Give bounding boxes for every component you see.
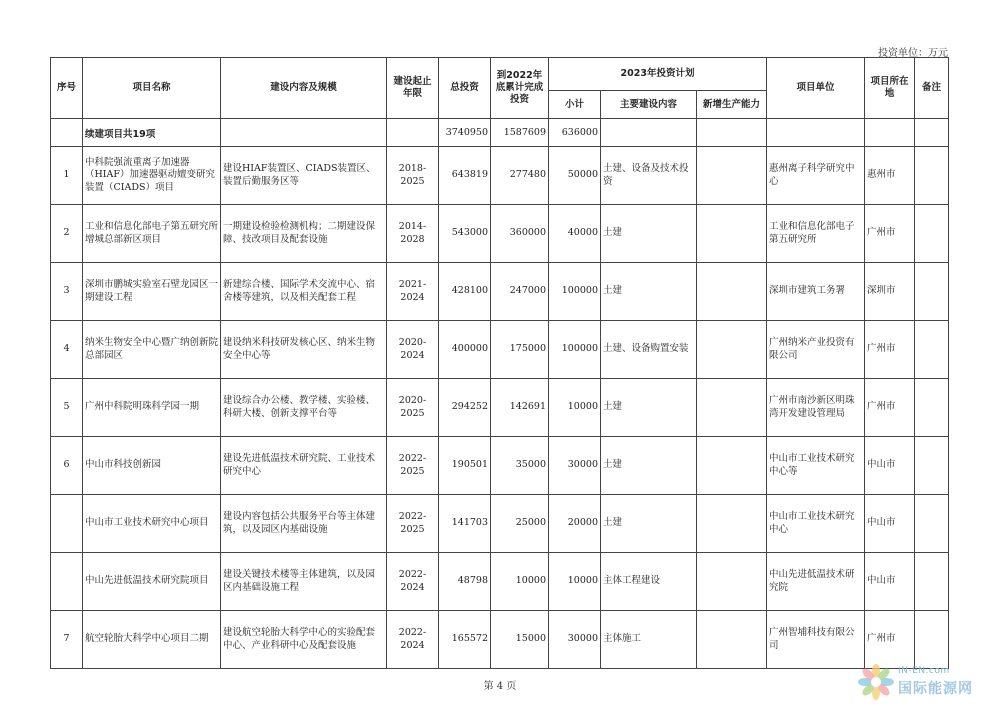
row-plan-subtotal: 40000 [549,205,601,263]
row-location: 广州市 [865,611,915,669]
row-plan-subtotal: 100000 [549,321,601,379]
subtotal-cumulative: 1587609 [491,119,549,147]
row-project-unit: 广州智埔科技有限公司 [767,611,865,669]
row-cumulative-investment: 25000 [491,495,549,553]
header-unit: 项目单位 [767,58,865,119]
subtotal-total: 3740950 [439,119,491,147]
header-plan-group: 2023年投资计划 [549,58,767,91]
row-remark [915,379,949,437]
row-plan-subtotal: 30000 [549,611,601,669]
watermark-logo [858,660,998,704]
row-main-content: 土建 [601,205,697,263]
row-construction-content: 建设综合办公楼、教学楼、实验楼、科研大楼、创新支撑平台等 [221,379,387,437]
header-row-1 [51,58,949,91]
row-location: 广州市 [865,205,915,263]
row-period: 2022-2025 [387,495,439,553]
header-period: 建设起止年限 [387,58,439,119]
row-project-name: 中山先进低温技术研究院项目 [83,553,221,611]
row-main-content: 土建、设备购置安装 [601,321,697,379]
row-plan-subtotal: 10000 [549,379,601,437]
row-remark [915,147,949,205]
row-location: 中山市 [865,553,915,611]
row-period: 2021-2024 [387,263,439,321]
row-remark [915,495,949,553]
row-construction-content: 建设纳米科技研发核心区、纳米生物安全中心等 [221,321,387,379]
row-location: 中山市 [865,437,915,495]
row-plan-subtotal: 30000 [549,437,601,495]
header-name: 项目名称 [83,58,221,119]
row-period: 2020-2024 [387,321,439,379]
row-total-investment: 428100 [439,263,491,321]
row-location: 惠州市 [865,147,915,205]
row-main-content: 土建 [601,495,697,553]
row-plan-subtotal: 10000 [549,553,601,611]
row-remark [915,263,949,321]
row-period: 2022-2024 [387,553,439,611]
row-project-unit: 惠州离子科学研究中心 [767,147,865,205]
row-project-name: 工业和信息化部电子第五研究所增城总部新区项目 [83,205,221,263]
row-seq [51,553,83,611]
row-project-name: 中山市工业技术研究中心项目 [83,495,221,553]
header-seq: 序号 [51,58,83,119]
row-new-capacity [697,437,767,495]
row-construction-content: 建设航空轮胎大科学中心的实验配套中心、产业科研中心及配套设施 [221,611,387,669]
subtotal-row [51,119,949,147]
row-main-content: 土建、设备及技术投资 [601,147,697,205]
row-cumulative-investment: 15000 [491,611,549,669]
row-cumulative-investment: 175000 [491,321,549,379]
subtotal-label: 续建项目共19项 [83,119,221,147]
row-total-investment: 294252 [439,379,491,437]
row-construction-content: 一期建设检验检测机构；二期建设保障、技改项目及配套设施 [221,205,387,263]
row-new-capacity [697,263,767,321]
row-new-capacity [697,205,767,263]
logo-cn-text: 国际能源网 [898,681,973,697]
header-remark: 备注 [915,58,949,119]
table-row [51,553,949,611]
row-project-name: 深圳市鹏城实验室石壁龙园区一期建设工程 [83,263,221,321]
row-total-investment: 48798 [439,553,491,611]
row-project-name: 广州中科院明珠科学园一期 [83,379,221,437]
row-main-content: 主体工程建设 [601,553,697,611]
row-new-capacity [697,495,767,553]
subtotal-main [601,119,697,147]
row-cumulative-investment: 10000 [491,553,549,611]
table-row [51,321,949,379]
row-seq: 3 [51,263,83,321]
subtotal-period [387,119,439,147]
row-seq [51,495,83,553]
row-cumulative-investment: 360000 [491,205,549,263]
row-remark [915,437,949,495]
subtotal-plan: 636000 [549,119,601,147]
row-construction-content: 建设内容包括公共服务平台等主体建筑，以及园区内基础设施 [221,495,387,553]
row-seq: 5 [51,379,83,437]
table-row [51,147,949,205]
row-cumulative-investment: 35000 [491,437,549,495]
row-total-investment: 543000 [439,205,491,263]
row-total-investment: 643819 [439,147,491,205]
row-project-unit: 中山先进低温技术研究院 [767,553,865,611]
subtotal-seq [51,119,83,147]
table-row [51,205,949,263]
row-plan-subtotal: 50000 [549,147,601,205]
row-cumulative-investment: 247000 [491,263,549,321]
subtotal-location [865,119,915,147]
row-project-name: 纳米生物安全中心暨广纳创新院总部园区 [83,321,221,379]
header-subtotal: 小计 [549,91,601,119]
row-main-content: 土建 [601,379,697,437]
row-project-unit: 广州纳米产业投资有限公司 [767,321,865,379]
row-project-name: 航空轮胎大科学中心项目二期 [83,611,221,669]
row-plan-subtotal: 20000 [549,495,601,553]
row-plan-subtotal: 100000 [549,263,601,321]
header-cumulative: 到2022年底累计完成投资 [491,58,549,119]
row-location: 广州市 [865,379,915,437]
row-period: 2014-2028 [387,205,439,263]
row-project-unit: 工业和信息化部电子第五研究所 [767,205,865,263]
subtotal-capacity [697,119,767,147]
row-new-capacity [697,553,767,611]
row-project-name: 中科院强流重离子加速器（HIAF）加速器驱动嬗变研究装置（CIADS）项目 [83,147,221,205]
table-row [51,611,949,669]
row-remark [915,321,949,379]
investment-plan-table [50,57,949,669]
table-row [51,495,949,553]
row-location: 广州市 [865,321,915,379]
row-remark [915,205,949,263]
header-new-capacity: 新增生产能力 [697,91,767,119]
row-cumulative-investment: 277480 [491,147,549,205]
subtotal-remark [915,119,949,147]
page-number: 第 4 页 [483,681,517,692]
table-row [51,437,949,495]
row-construction-content: 新建综合楼、国际学术交流中心、宿舍楼等建筑，以及相关配套工程 [221,263,387,321]
table-row [51,379,949,437]
row-location: 深圳市 [865,263,915,321]
row-construction-content: 建设关键技术楼等主体建筑，以及园区内基础设施工程 [221,553,387,611]
table-row [51,263,949,321]
row-period: 2018-2025 [387,147,439,205]
row-period: 2022-2025 [387,437,439,495]
row-project-name: 中山市科技创新园 [83,437,221,495]
row-construction-content: 建设HIAF装置区、CIADS装置区、装置后勤服务区等 [221,147,387,205]
row-main-content: 土建 [601,263,697,321]
row-seq: 4 [51,321,83,379]
row-total-investment: 400000 [439,321,491,379]
row-new-capacity [697,147,767,205]
row-construction-content: 建设先进低温技术研究院、工业技术研究中心 [221,437,387,495]
logo-en-text: IN-EN.com [898,666,950,676]
row-remark [915,553,949,611]
row-total-investment: 190501 [439,437,491,495]
row-total-investment: 165572 [439,611,491,669]
header-content: 建设内容及规模 [221,58,387,119]
header-total: 总投资 [439,58,491,119]
header-main-content: 主要建设内容 [601,91,697,119]
investment-unit-note: 投资单位：万元 [878,48,948,59]
row-project-unit: 广州市南沙新区明珠湾开发建设管理局 [767,379,865,437]
row-seq: 6 [51,437,83,495]
row-total-investment: 141703 [439,495,491,553]
row-period: 2020-2025 [387,379,439,437]
row-main-content: 主体施工 [601,611,697,669]
header-location: 项目所在地 [865,58,915,119]
row-project-unit: 深圳市建筑工务署 [767,263,865,321]
row-project-unit: 中山市工业技术研究中心 [767,495,865,553]
sunflower-logo-icon [858,664,894,700]
row-new-capacity [697,379,767,437]
row-location: 中山市 [865,495,915,553]
row-seq: 2 [51,205,83,263]
row-project-unit: 中山市工业技术研究中心等 [767,437,865,495]
row-new-capacity [697,611,767,669]
row-seq: 1 [51,147,83,205]
row-new-capacity [697,321,767,379]
row-cumulative-investment: 142691 [491,379,549,437]
subtotal-content [221,119,387,147]
row-seq: 7 [51,611,83,669]
subtotal-unit [767,119,865,147]
row-period: 2022-2024 [387,611,439,669]
row-main-content: 土建 [601,437,697,495]
